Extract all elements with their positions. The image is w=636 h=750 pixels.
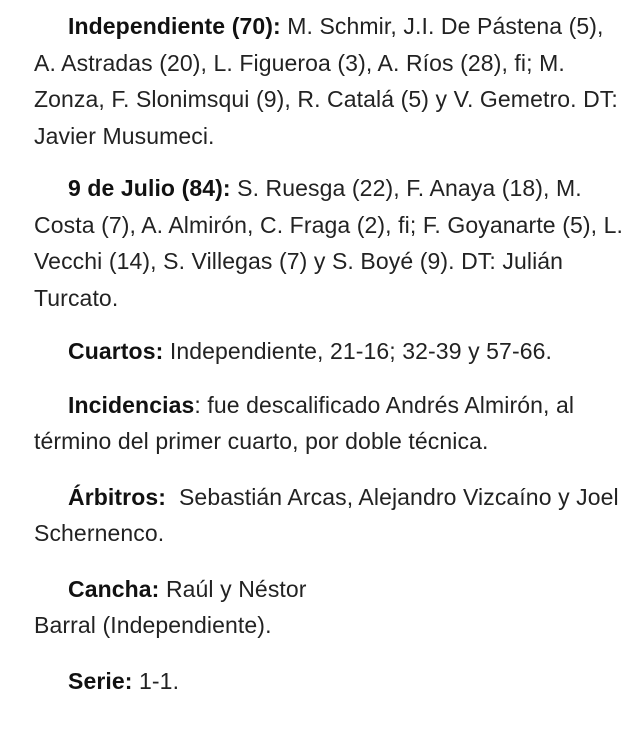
venue-label: Cancha: [68, 575, 160, 602]
incidents-label: Incidencias [68, 391, 195, 418]
quarters-text: Independiente, 21-16; 32-39 y 57-66. [163, 338, 552, 364]
paragraph-9-de-julio-lineup [34, 170, 624, 316]
lineup-text-independiente: M. Schmir, J.I. De Pástena (5), A. Astradas (20), L. Figueroa (3), A. Ríos (28), fi; M. Zonza, F. Slonimsqui (9), R. Catalá (5) y V. Gemetro. DT: Javier Musumeci. [34, 13, 618, 149]
paragraph-quarters [34, 333, 624, 370]
paragraph-venue [34, 571, 624, 644]
team-label-independiente: Independiente (70): [68, 13, 281, 39]
venue-text-line1: Raúl y Néstor [159, 575, 307, 602]
paragraph-independiente-lineup [34, 8, 624, 154]
paragraph-incidents [34, 387, 624, 460]
series-label: Serie: [68, 667, 133, 694]
venue-first-line [34, 571, 624, 608]
incidents-text: : fue descalificado Andrés Almirón, al término del primer cuarto, por doble técnica. [34, 391, 575, 454]
referees-label: Árbitros: [68, 483, 167, 510]
match-report [34, 8, 624, 699]
lineup-text-9-de-julio: S. Ruesga (22), F. Anaya (18), M. Costa (7), A. Almirón, C. Fraga (2), fi; F. Goyanarte (5), L. Vecchi (14), S. Villegas (7) y S. Boyé (9). DT: Julián Turcato. [34, 175, 623, 311]
series-text: 1-1. [132, 667, 180, 694]
quarters-label: Cuartos: [68, 338, 164, 364]
paragraph-referees [34, 479, 624, 552]
venue-text-line2: Barral (Independiente). [34, 612, 272, 638]
paragraph-series [34, 663, 624, 700]
team-label-9-de-julio: 9 de Julio (84): [68, 175, 231, 201]
referees-text: Sebastián Arcas, Alejandro Vizcaíno y Joel Schernenco. [34, 483, 626, 546]
